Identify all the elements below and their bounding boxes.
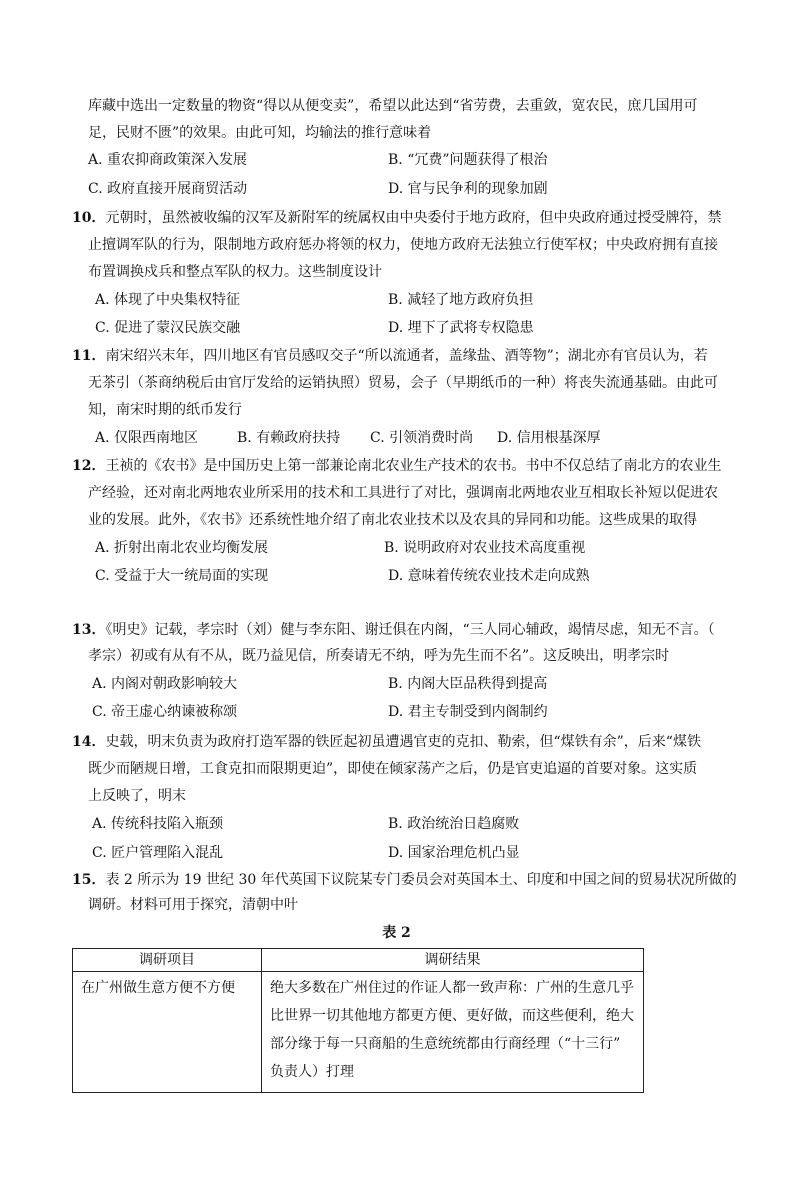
- table-cell-item: 在广州做生意方便不方便: [73, 972, 262, 1093]
- q12-stem-line-2: 产经验，还对南北两地农业所采用的技术和工具进行了对比，强调南北两地农业互相取长补短以促进农: [88, 485, 718, 501]
- q14-number: 14．: [72, 734, 106, 750]
- q14-option-a: A. 传统科技陷入瓶颈: [92, 816, 224, 832]
- q10-option-c: C. 促进了蒙汉民族交融: [95, 320, 241, 336]
- q15-text-1: 表 2 所示为 19 世纪 30 年代英国下议院某专门委员会对英国本土、印度和中国之间的贸易状况所做的: [105, 872, 737, 888]
- q10-number: 10．: [72, 210, 106, 226]
- q14-option-c: C. 匠户管理陷入混乱: [92, 845, 224, 861]
- q11-stem-line-3: 知，南宋时期的纸币发行: [88, 402, 242, 418]
- q12-option-b: B. 说明政府对农业技术高度重视: [384, 540, 586, 556]
- q13-stem-line-2c: 孝宗）初或有从有不从，既乃益见信，所奏请无不纳，呼为先生而不名”。这反映出，明孝宗时: [88, 648, 670, 664]
- result-line-2: 比世界一切其他地方都更方便、更好做，而这些便利，绝大: [270, 1008, 634, 1024]
- q9-option-d: D. 官与民争利的现象加剧: [388, 181, 548, 197]
- q10-option-d: D. 埋下了武将专权隐患: [388, 320, 534, 336]
- q10-option-b: B. 减轻了地方政府负担: [388, 292, 534, 308]
- q11-stem-line-1: [72, 346, 708, 366]
- table-header-row: [73, 949, 644, 972]
- q11-option-c: C. 引领消费时尚: [370, 430, 474, 446]
- q12-option-a: A. 折射出南北农业均衡发展: [95, 540, 269, 556]
- q13-option-d: D. 君主专制受到内阁制约: [388, 704, 548, 720]
- q14-option-b: B. 政治统治日趋腐败: [388, 816, 520, 832]
- survey-table: [72, 948, 644, 1093]
- q13-option-a: A. 内阁对朝政影响较大: [92, 676, 238, 692]
- q14-stem-line-2: 既少而陋规日增，工食克扣而限期更迫”，即使在倾家荡产之后，仍是官吏追逼的首要对象。这实质: [88, 761, 698, 777]
- q10-text-1: 元朝时，虽然被收编的汉军及新附军的统属权由中央委付于地方政府，但中央政府通过授受牌符，禁: [105, 210, 722, 226]
- q10-stem-line-2: 止擅调军队的行为，限制地方政府惩办将领的权力，使地方政府无法独立行使军权；中央政府拥有直接: [88, 237, 718, 253]
- q11-number: 11．: [72, 348, 106, 364]
- q10-option-a: A. 体现了中央集权特征: [95, 292, 241, 308]
- q12-stem-line-3: 业的发展。此外，《农书》还系统性地介绍了南北农业技术以及农具的异同和功能。这些成果的取得: [88, 512, 697, 528]
- q13-option-b: B. 内阁大臣品秩得到提高: [388, 676, 548, 692]
- q14-stem-line-1: [72, 732, 701, 752]
- table-header-item: 调研项目: [73, 949, 262, 972]
- q11-option-d: D. 信用根基深厚: [497, 430, 601, 446]
- table-cell-result: [262, 972, 644, 1093]
- q15-stem-line-1: [72, 870, 737, 890]
- q12-option-c: C. 受益于大一统局面的实现: [95, 568, 269, 584]
- q9-option-b: B. “冗费”问题获得了根治: [388, 152, 548, 168]
- result-line-3: 部分缘于每一只商船的生意统统都由行商经理（“十三行”: [270, 1036, 621, 1052]
- q15-stem-line-2: 调研。材料可用于探究，清朝中叶: [88, 897, 298, 913]
- q13-option-c: C. 帝王虚心纳谏被称颂: [92, 704, 238, 720]
- q13-text-1: 《明史》记载，孝宗时（刘）健与李东阳、谢迁俱在内阁，“三人同心辅政，竭情尽虑，知无不言。（: [105, 622, 715, 638]
- q14-stem-line-3: 上反映了，明末: [88, 788, 186, 804]
- q10-stem-line-3: 布置调换戍兵和整点军队的权力。这些制度设计: [88, 264, 382, 280]
- q12-stem-line-1: [72, 456, 721, 476]
- q11-text-1: 南宋绍兴末年，四川地区有官员感叹交子“所以流通者，盖缘盐、酒等物”；湖北亦有官员认为，若: [105, 348, 708, 364]
- table-row: [73, 972, 644, 1093]
- q12-option-d: D. 意味着传统农业技术走向成熟: [388, 568, 590, 584]
- q15-number: 15．: [72, 872, 106, 888]
- q14-option-d: D. 国家治理危机凸显: [388, 845, 520, 861]
- table-caption: 表 2: [382, 925, 411, 941]
- q10-stem-line-1: [72, 208, 721, 228]
- q14-text-1: 史载，明末负责为政府打造军器的铁匠起初虽遭遇官吏的克扣、勒索，但“煤铁有余”，后来“煤铁: [105, 734, 701, 750]
- table-header-result: 调研结果: [262, 949, 644, 972]
- q12-text-1: 王祯的《农书》是中国历史上第一部兼论南北农业生产技术的农书。书中不仅总结了南北方的农业生: [105, 458, 722, 474]
- q13-stem-line-1: [72, 620, 715, 640]
- result-line-1: 绝大多数在广州住过的作证人都一致声称：广州的生意几乎: [270, 980, 634, 996]
- q9-stem-line-1: 库藏中选出一定数量的物资“得以从便变卖”，希望以此达到“省劳费，去重敛，宽农民，庶几国用可: [88, 98, 698, 114]
- result-line-4: 负责人）打理: [270, 1064, 354, 1080]
- q12-number: 12．: [72, 458, 106, 474]
- q9-option-c: C. 政府直接开展商贸活动: [88, 181, 248, 197]
- q9-stem-line-2: 足，民财不匮”的效果。由此可知，均输法的推行意味着: [88, 125, 432, 141]
- q9-option-a: A. 重农抑商政策深入发展: [88, 152, 248, 168]
- q11-option-a: A. 仅限西南地区: [95, 430, 199, 446]
- q13-number: 13．: [72, 622, 106, 638]
- q11-stem-line-2: 无茶引（茶商纳税后由官厅发给的运销执照）贸易，会子（早期纸币的一种）将丧失流通基础。由此可: [88, 375, 718, 391]
- q11-option-b: B. 有赖政府扶持: [237, 430, 341, 446]
